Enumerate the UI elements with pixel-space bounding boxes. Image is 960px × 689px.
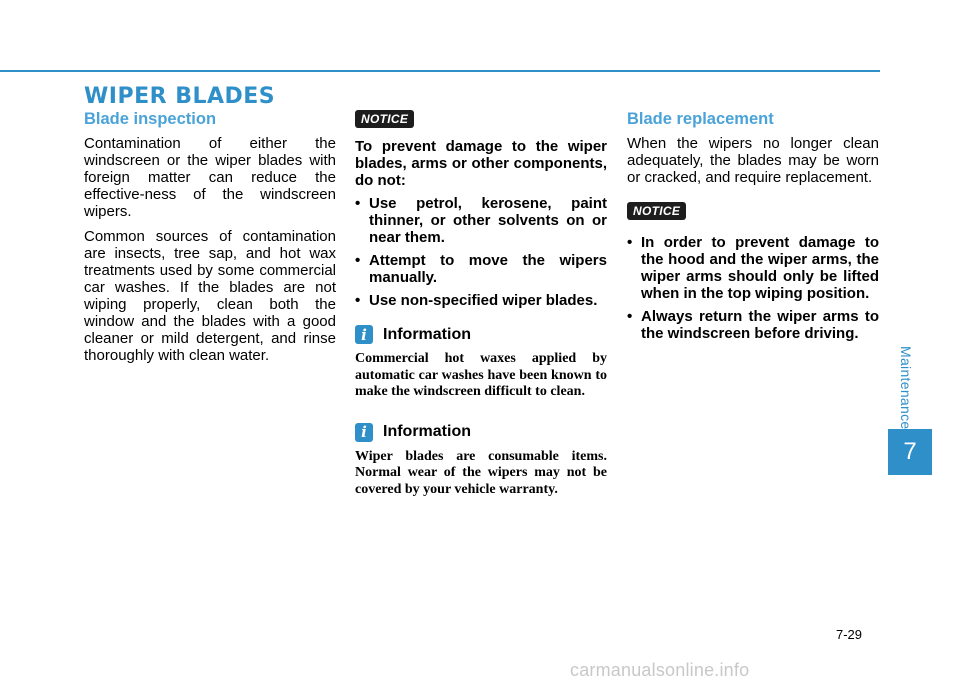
blade-inspection-paragraph-2: Common sources of contamination are insects, tree sap, and hot wax treatments used by some commercial car washes. If the blades are not wiping properly, clean both the window and the blades with a good cleaner or mild detergent, and rinse thoroughly with clean water. xyxy=(84,228,336,364)
list-item: • Attempt to move the wipers manually. xyxy=(355,252,607,286)
page-number: 7-29 xyxy=(836,627,863,642)
chapter-label: Maintenance xyxy=(898,346,914,430)
information-box xyxy=(355,325,607,401)
information-text: Commercial hot waxes applied by automatic car washes have been known to make the windscreen difficult to clean. xyxy=(355,351,607,399)
blade-replacement-paragraph: When the wipers no longer clean adequately, the blades may be worn or cracked, and require replacement. xyxy=(627,135,879,186)
notice-intro: To prevent damage to the wiper blades, arms or other components, do not: xyxy=(355,138,607,189)
notice-information-column xyxy=(355,110,607,498)
information-icon: i xyxy=(355,325,373,344)
list-item: • Use non-specified wiper blades. xyxy=(355,292,607,309)
information-title: Information xyxy=(383,325,471,343)
information-title: Information xyxy=(383,423,471,440)
blade-inspection-section xyxy=(84,110,336,372)
notice-badge: NOTICE xyxy=(627,202,686,220)
notice-badge: NOTICE xyxy=(355,110,414,128)
top-rule xyxy=(0,70,880,72)
information-text: Wiper blades are consumable items. Normal wear of the wipers may not be covered by your vehicle warranty. xyxy=(355,448,607,497)
section-title: WIPER BLADES xyxy=(84,84,276,109)
information-icon: i xyxy=(355,423,373,442)
notice-list xyxy=(355,195,607,309)
chapter-number-badge: 7 xyxy=(888,429,932,475)
list-item: • In order to prevent damage to the hood and the wiper arms, the wiper arms should only be lifted when in the top wiping position. xyxy=(627,234,879,302)
blade-replacement-heading: Blade replacement xyxy=(627,110,774,128)
information-box xyxy=(355,423,607,499)
list-item: • Use petrol, kerosene, paint thinner, or other solvents on or near them. xyxy=(355,195,607,246)
watermark: carmanualsonline.info xyxy=(570,660,750,680)
list-item: • Always return the wiper arms to the windscreen before driving. xyxy=(627,308,879,342)
blade-inspection-heading: Blade inspection xyxy=(84,110,217,128)
notice-list xyxy=(627,234,879,342)
blade-replacement-section xyxy=(627,110,879,348)
blade-inspection-paragraph-1: Contamination of either the windscreen or the wiper blades with foreign matter can reduce the effective-ness of the windscreen wipers. xyxy=(84,135,336,220)
